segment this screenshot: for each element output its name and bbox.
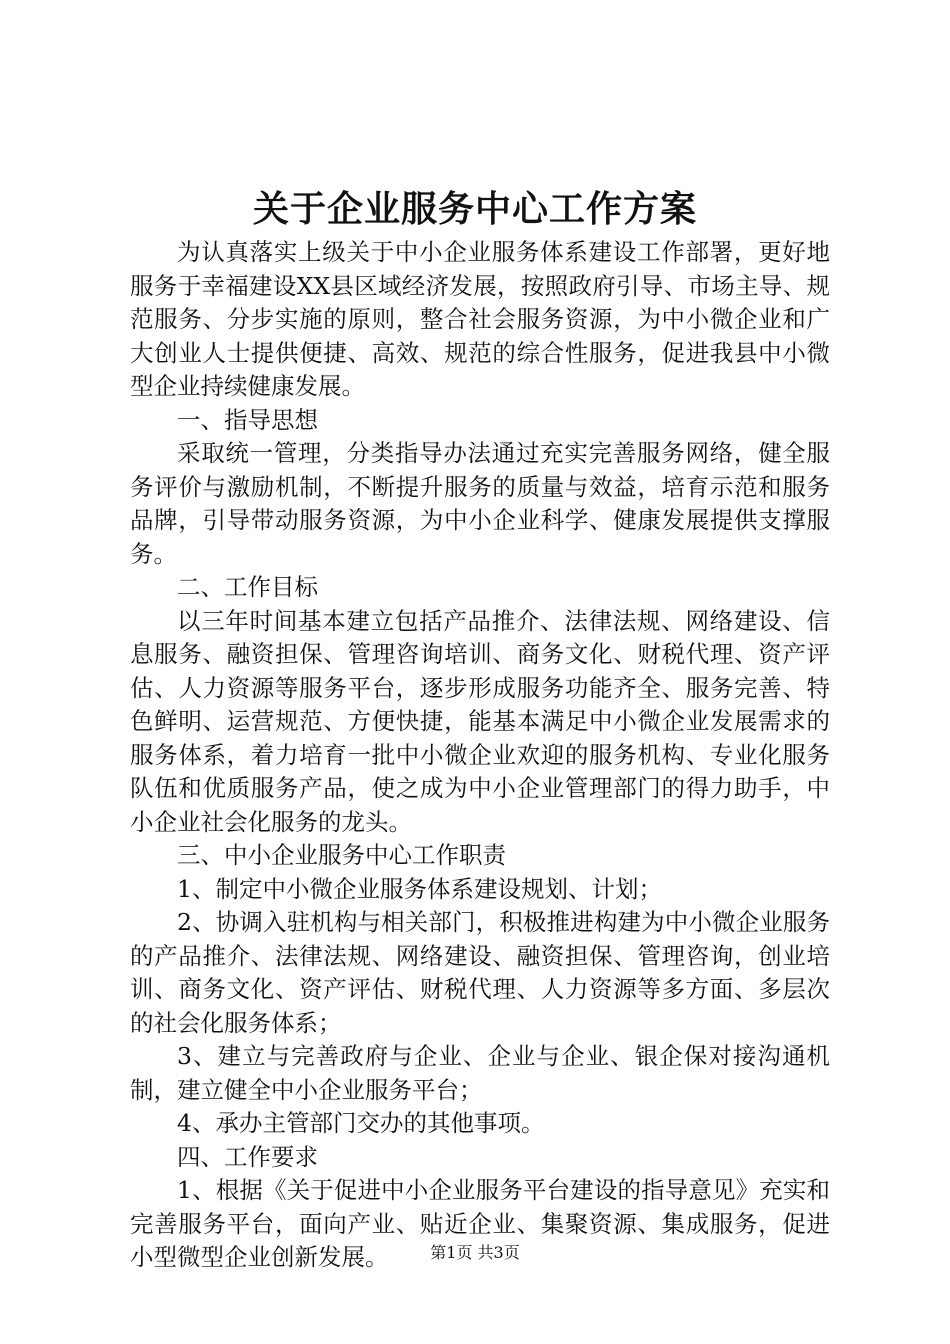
work-goals-paragraph: 以三年时间基本建立包括产品推介、法律法规、网络建设、信息服务、融资担保、管理咨询培训、商务文化、财税代理、资产评估、人力资源等服务平台，逐步形成服务功能齐全、服务完善、特色鲜明、运营规范、方便快捷，能基本满足中小微企业发展需求的服务体系，着力培育一批中小微企业欢迎的服务机构、专业化服务队伍和优质服务产品，使之成为中小企业管理部门的得力助手，中小企业社会化服务的龙头。 — [130, 606, 830, 836]
duty-item-2: 2、协调入驻机构与相关部门，积极推进构建为中小微企业服务的产品推介、法律法规、网络建设、融资担保、管理咨询，创业培训、商务文化、资产评估、财税代理、人力资源等多方面、多层次的社会化服务体系； — [130, 908, 830, 1037]
document-title: 关于企业服务中心工作方案 — [252, 189, 697, 230]
section-heading-requirements: 四、工作要求 — [177, 1142, 318, 1171]
page-footer: 第1页 共3页 — [430, 1243, 520, 1262]
document-body — [130, 236, 830, 1275]
requirement-item-1: 1、根据《关于促进中小企业服务平台建设的指导意见》充实和完善服务平台，面向产业、贴近企业、集聚资源、集成服务，促进小型微型企业创新发展。 — [130, 1176, 830, 1271]
intro-paragraph: 为认真落实上级关于中小企业服务体系建设工作部署，更好地服务于幸福建设XX县区域经济发展，按照政府引导、市场主导、规范服务、分步实施的原则，整合社会服务资源，为中小微企业和广大创业人士提供便捷、高效、规范的综合性服务，促进我县中小微型企业持续健康发展。 — [130, 238, 830, 400]
duty-item-3: 3、建立与完善政府与企业、企业与企业、银企保对接沟通机制，建立健全中小企业服务平台； — [130, 1042, 830, 1104]
section-heading-duties: 三、中小企业服务中心工作职责 — [177, 841, 506, 869]
duty-item-4: 4、承办主管部门交办的其他事项。 — [177, 1109, 545, 1137]
guiding-ideology-paragraph: 采取统一管理，分类指导办法通过充实完善服务网络，健全服务评价与激励机制，不断提升服务的质量与效益，培育示范和服务品牌，引导带动服务资源，为中小企业科学、健康发展提供支撑服务。 — [130, 439, 830, 568]
section-heading-guiding-ideology: 一、指导思想 — [177, 405, 318, 434]
duty-item-1: 1、制定中小微企业服务体系建设规划、计划； — [177, 874, 662, 903]
section-heading-work-goals: 二、工作目标 — [177, 573, 318, 601]
